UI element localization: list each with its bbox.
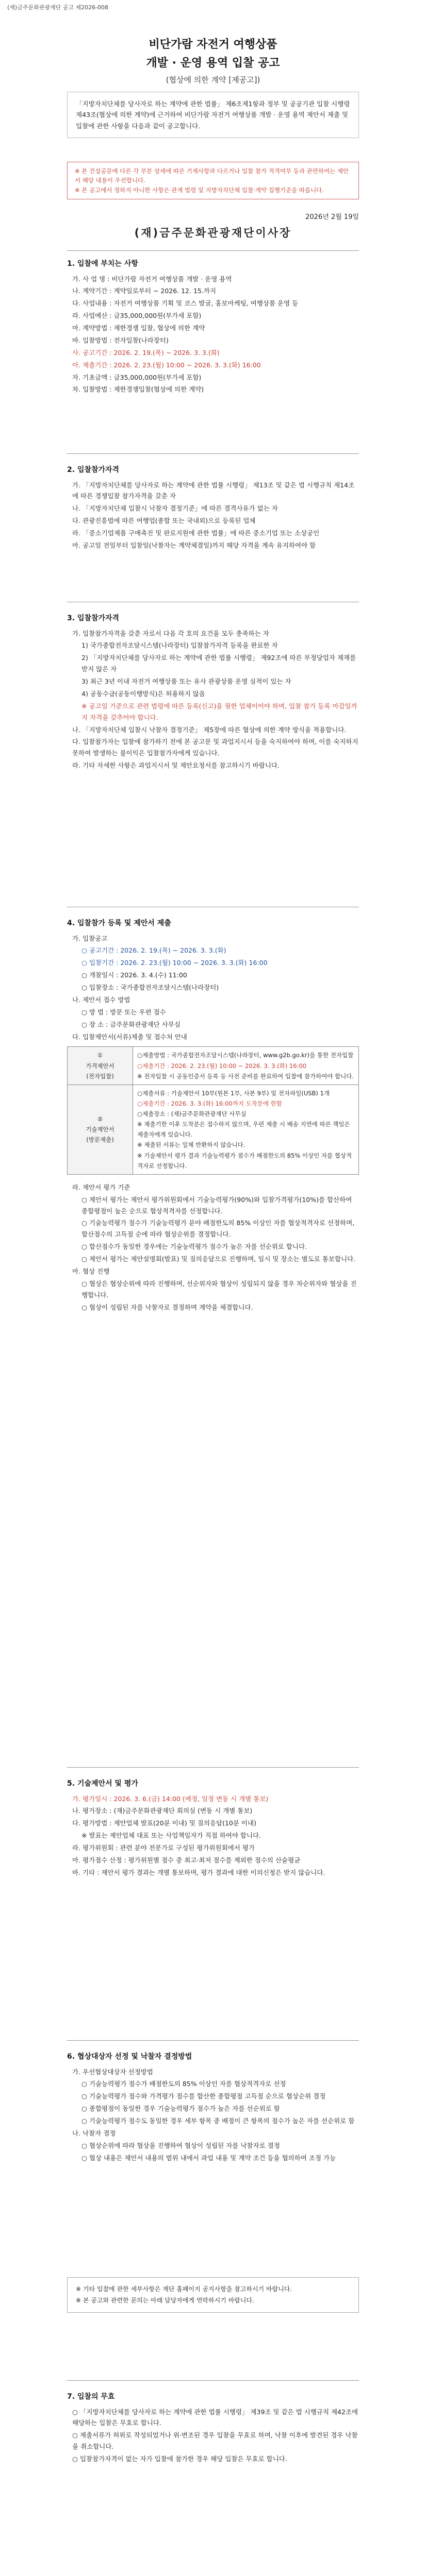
section-title: 6. 협상대상자 선정 및 낙찰자 결정방법 bbox=[67, 2053, 192, 2061]
table-row bbox=[68, 1084, 359, 1174]
list-item: ○ 종합평점이 동일한 경우 기술능력평가 점수가 높은 자를 선순위로 함 bbox=[81, 2105, 280, 2113]
list-item: 마. 평가점수 산정 : 평가위원별 점수 중 최고·최저 점수를 제외한 점수의 산술평균 bbox=[72, 1856, 301, 1864]
submission-table bbox=[67, 1046, 359, 1174]
list-item: 라. 제안서 평가 기준 bbox=[72, 1183, 130, 1191]
title-line-1: 비단가람 자전거 여행상품 bbox=[149, 38, 277, 51]
schedule-item: ○ 개찰일시 : 2026. 3. 4.(수) 11:00 bbox=[81, 971, 187, 979]
list-item: 가. 평가일시 : 2026. 3. 6.(금) 14:00 (예정, 일정 변동 시 개별 통보) bbox=[72, 1794, 269, 1803]
list-item: 가. 입찰공고 bbox=[72, 934, 108, 942]
list-item: 마. 협상 진행 bbox=[72, 1267, 110, 1275]
table-head-cell: ② 기술제안서 (방문제출) bbox=[68, 1084, 133, 1174]
section-title: 7. 입찰의 무효 bbox=[67, 2393, 115, 2401]
list-item: 차. 입찰방법 : 제한경쟁입찰(협상에 의한 계약) bbox=[72, 385, 204, 394]
notice-id: (재)금주문화관광재단 공고 제2026-008 bbox=[7, 4, 109, 11]
title-block bbox=[0, 36, 426, 86]
list-item: 아. 제출기간 : 2026. 2. 23.(월) 10:00 ~ 2026. 3. 3.(화) 16:00 bbox=[72, 361, 261, 369]
list-item: 라. 평가위원회 : 관련 분야 전문가로 구성된 평가위원회에서 평가 bbox=[72, 1844, 255, 1852]
section-4 bbox=[67, 917, 359, 1314]
info-box bbox=[67, 2277, 359, 2313]
list-item: ○ 기술능력평가 점수도 동일한 경우 세부 항목 중 배점이 큰 항목의 점수가 높은 자를 선순위로 함 bbox=[81, 2117, 355, 2125]
list-item: ※ 발표는 제안업체 대표 또는 사업책임자가 직접 하여야 합니다. bbox=[81, 1832, 261, 1840]
after-table bbox=[67, 1182, 359, 1313]
section-title: 4. 입찰참가 등록 및 제안서 제출 bbox=[67, 919, 171, 927]
list-item: 1) 국가종합전자조달시스템(나라장터) 입찰참가자격 등록을 완료한 자 bbox=[81, 641, 278, 650]
list-item: 다. 사업내용 : 자전거 여행상품 기획 및 코스 발굴, 홍보마케팅, 여행상품 운영 등 bbox=[72, 299, 299, 308]
list-item: ○ 협상 내용은 제안서 내용의 범위 내에서 과업 내용 및 계약 조건 등을 협의하여 조정 가능 bbox=[81, 2154, 336, 2162]
cell-line: ○제출기간 : 2026. 2. 23.(월) 10:00 ~ 2026. 3. 3.(화) 16:00 bbox=[137, 1062, 307, 1070]
title-line-2: 개발 · 운영 용역 입찰 공고 bbox=[146, 57, 280, 70]
section-3 bbox=[67, 612, 359, 772]
table-cell bbox=[133, 1047, 359, 1084]
list-item: 사. 공고기간 : 2026. 2. 19.(목) ~ 2026. 3. 3.(화) bbox=[72, 348, 220, 357]
cell-line: ○제출방법 : 국가종합전자조달시스템(나라장터, www.g2b.go.kr)을 통한 전자입찰 bbox=[137, 1052, 354, 1059]
list-item: ○ 기술능력평가 점수가 기술능력평가 분야 배점한도의 85% 이상인 자를 협상적격자로 선정하며, 합산점수의 고득점 순에 따라 협상순위를 결정합니다. bbox=[81, 1219, 355, 1239]
list-item: 가. 우선협상대상자 선정방법 bbox=[72, 2067, 153, 2076]
list-item: 바. 입찰방법 : 전자입찰(나라장터) bbox=[72, 336, 169, 344]
table-head-cell: ① 가격제안서 (전자입찰) bbox=[68, 1047, 133, 1084]
list-item: 마. 공고일 전일부터 입찰일(낙찰자는 계약체결일)까지 해당 자격을 계속 유지하여야 함 bbox=[72, 541, 316, 549]
list-item: 다. 입찰제안서(서류)제출 및 접수처 안내 bbox=[72, 1032, 187, 1041]
section-title: 2. 입찰참가자격 bbox=[67, 466, 120, 474]
list-item: 가. 「지방자치단체를 당사자로 하는 계약에 관한 법률 시행령」 제13조 및 같은 법 시행규칙 제14조에 따른 경쟁입찰 참가자격을 갖춘 자 bbox=[72, 481, 355, 500]
alert-line-2: ※ 본 공고에서 정하지 아니한 사항은 관계 법령 및 지방자치단체 입찰·계약 집행기준을 따릅니다. bbox=[75, 186, 324, 194]
issuer-name: (재)금주문화관광재단이사장 bbox=[134, 227, 292, 239]
intro-box bbox=[67, 92, 359, 138]
list-item: 4) 공동수급(공동이행방식)은 허용하지 않음 bbox=[81, 689, 205, 698]
list-item: 라. 기타 자세한 사항은 과업지시서 및 제안요청서를 참고하시기 바랍니다. bbox=[72, 761, 280, 770]
list-item: ○ 제안서 평가는 제안서 평가위원회에서 기술능력평가(90%)와 입찰가격평가(10%)를 합산하여 종합평점이 높은 순으로 협상적격자를 선정합니다. bbox=[81, 1195, 352, 1215]
divider bbox=[67, 2040, 359, 2041]
divider bbox=[67, 453, 359, 454]
list-item: 나. 계약기간 : 계약일로부터 ~ 2026. 12. 15.까지 bbox=[72, 287, 216, 295]
list-item: 라. 「중소기업제품 구매촉진 및 판로지원에 관한 법률」에 따른 중소기업 또는 소상공인 bbox=[72, 529, 320, 537]
list-item: ○ 협상순위에 따라 협상을 진행하여 협상이 성립된 자를 낙찰자로 결정 bbox=[81, 2141, 280, 2149]
list-item: 라. 사업예산 : 금35,000,000원(부가세 포함) bbox=[72, 312, 202, 320]
section-1 bbox=[67, 258, 359, 396]
cell-line: ※ 기술제안서 평가 결과 기술능력평가 점수가 배점한도의 85% 이상인 자를 협상적격자로 선정합니다. bbox=[137, 1151, 352, 1170]
list-item: 마. 계약방법 : 제한경쟁 입찰, 협상에 의한 계약 bbox=[72, 324, 205, 332]
list-item: ○ 합산점수가 동일한 경우에는 기술능력평가 점수가 높은 자를 선순위로 합니다. bbox=[81, 1243, 307, 1251]
list-item: ○ 기술능력평가 점수가 배점한도의 85% 이상인 자를 협상적격자로 선정 bbox=[81, 2080, 286, 2088]
title-line-3: (협상에 의한 계약 [제공고]) bbox=[166, 75, 260, 85]
table-cell bbox=[133, 1084, 359, 1174]
cell-line: ※ 전자입찰 시 공동인증서 등록 등 사전 준비를 완료하여 입찰에 참가하여야 합니다. bbox=[137, 1072, 354, 1080]
list-item: 나. 「지방자치단체 입찰시 낙찰자 결정기준」 제5장에 따른 협상에 의한 계약 방식을 적용합니다. bbox=[72, 725, 347, 734]
divider bbox=[67, 2380, 359, 2381]
section-5 bbox=[67, 1777, 359, 1879]
list-item: 자. 기초금액 : 금35,000,000원(부가세 포함) bbox=[72, 373, 202, 381]
list-item: 다. 평가방법 : 제안업체 발표(20분 이내) 및 질의응답(10분 이내) bbox=[72, 1819, 256, 1827]
cell-line: ※ 제출된 서류는 일체 반환하지 않습니다. bbox=[137, 1141, 245, 1149]
list-item: 나. 낙찰자 결정 bbox=[72, 2129, 116, 2137]
list-item: ○ 「지방자치단체를 당사자로 하는 계약에 관한 법률 시행령」 제39조 및 같은 법 시행규칙 제42조에 해당하는 입찰은 무효로 합니다. bbox=[72, 2408, 358, 2427]
schedule-item: ○ 공고기간 : 2026. 2. 19.(목) ~ 2026. 3. 3.(화) bbox=[81, 946, 226, 955]
schedule-item: ○ 입찰장소 : 국가종합전자조달시스템(나라장터) bbox=[81, 984, 219, 991]
info-line: ※ 기타 입찰에 관한 세부사항은 재단 홈페이지 공지사항을 참고하시기 바랍니다. bbox=[76, 2285, 292, 2293]
list-item: 가. 사 업 명 : 비단가람 자전거 여행상품 개발 · 운영 용역 bbox=[72, 275, 232, 283]
section-6 bbox=[67, 2050, 359, 2165]
list-item: 나. 제안서 접수 방법 bbox=[72, 995, 130, 1004]
cell-line: ○제출장소 : (재)금주문화관광재단 사무실 bbox=[137, 1110, 247, 1117]
list-item: ○ 제출서류가 허위로 작성되었거나 위·변조된 경우 입찰을 무효로 하며, 낙찰 이후에 발견된 경우 낙찰을 취소합니다. bbox=[72, 2431, 358, 2451]
list-item: 나. 평가장소 : (재)금주문화관광재단 회의실 (변동 시 개별 통보) bbox=[72, 1807, 253, 1815]
alert-box bbox=[67, 162, 359, 199]
list-item: 바. 기타 : 제안서 평가 결과는 개별 통보하며, 평가 결과에 대한 이의신청은 받지 않습니다. bbox=[72, 1868, 325, 1876]
list-item: ○ 제안서 평가는 제안설명회(발표) 및 질의응답으로 진행하며, 일시 및 장소는 별도로 통보합니다. bbox=[81, 1255, 356, 1263]
list-item: ○ 방 법 : 방문 또는 우편 접수 bbox=[81, 1008, 166, 1016]
list-item: ○ 기술능력평가 점수와 가격평가 점수를 합산한 종합평점 고득점 순으로 협상순위 결정 bbox=[81, 2092, 326, 2100]
cell-line: ○제출기간 : 2026. 3. 3.(화) 16:00까지 도착분에 한함 bbox=[137, 1099, 282, 1107]
section-title: 1. 입찰에 부치는 사항 bbox=[67, 260, 138, 268]
section-title: 3. 입찰참가자격 bbox=[67, 614, 120, 622]
list-item: 다. 입찰참가자는 입찰에 참가하기 전에 본 공고문 및 과업지시서 등을 숙지하여야 하며, 이를 숙지하지 못하여 발생하는 불이익은 입찰참가자에게 있습니다. bbox=[72, 738, 358, 757]
notice-date: 2026년 2월 19일 bbox=[305, 213, 359, 221]
intro-text: 「지방자치단체를 당사자로 하는 계약에 관한 법률」 제6조제1항과 정부 및 공공기관 입찰 시행령 제43조(협상에 의한 계약)에 근거하여 비단가람 자전거 여행상품 개발 · 운영 용역 제안서 제출 및 입찰에 관한 사항을 다음과 같이 공고합니다. bbox=[76, 100, 350, 130]
alert-line-1: ※ 본 건설공문에 다른 각 부분 상세에 따른 기재사항과 다르거나 입찰 참가 적격여부 등과 관련하여는 제안서 해당 내용이 우선합니다. bbox=[75, 167, 349, 184]
list-item: ○ 장 소 : 금주문화관광재단 사무실 bbox=[81, 1020, 181, 1028]
list-item: 3) 최근 3년 이내 자전거 여행상품 또는 유사 관광상품 운영 실적이 있는 자 bbox=[81, 677, 291, 685]
list-item: 다. 관광진흥법에 따른 여행업(종합 또는 국내외)으로 등록된 업체 bbox=[72, 517, 256, 525]
list-item: 나. 「지방자치단체 입찰시 낙찰자 결정기준」에 따른 결격사유가 없는 자 bbox=[72, 504, 278, 513]
table-row bbox=[68, 1047, 359, 1084]
section-title: 5. 기술제안서 및 평가 bbox=[67, 1780, 138, 1788]
cell-line: ※ 제출기한 이후 도착분은 접수하지 않으며, 우편 제출 시 배송 지연에 따른 책임은 제출자에게 있습니다. bbox=[137, 1121, 350, 1139]
schedule-item: ○ 입찰기간 : 2026. 2. 23.(월) 10:00 ~ 2026. 3. 3.(화) 16:00 bbox=[81, 959, 268, 967]
divider bbox=[67, 250, 359, 251]
list-item: ○ 협상은 협상순위에 따라 진행하며, 선순위자와 협상이 성립되지 않을 경우 차순위자와 협상을 진행합니다. bbox=[81, 1279, 357, 1299]
info-line: ※ 본 공고와 관련한 문의는 아래 담당자에게 연락하시기 바랍니다. bbox=[76, 2296, 254, 2304]
cell-line: ○제출서류 : 기술제안서 10부(원본 1부, 사본 9부) 및 전자파일(USB) 1개 bbox=[137, 1089, 330, 1097]
divider bbox=[67, 1767, 359, 1768]
list-item: ○ 입찰참가자격이 없는 자가 입찰에 참가한 경우 해당 입찰은 무효로 합니다. bbox=[72, 2455, 287, 2463]
red-note: ※ 공고일 기준으로 관련 법령에 따른 등록(신고)을 필한 업체이어야 하며, 입찰 참가 등록 마감일까지 자격을 갖추어야 합니다. bbox=[81, 702, 357, 721]
list-item: 2) 「지방자치단체를 당사자로 하는 계약에 관한 법률 시행령」 제92조에 따른 부정당업자 제재를 받지 않은 자 bbox=[81, 654, 356, 673]
list-item: 가. 입찰참가자격을 갖춘 자로서 다음 각 호의 요건을 모두 충족하는 자 bbox=[72, 629, 269, 637]
list-item: ○ 협상이 성립된 자를 낙찰자로 결정하며 계약을 체결합니다. bbox=[81, 1303, 253, 1311]
section-7 bbox=[67, 2391, 359, 2466]
section-2 bbox=[67, 464, 359, 552]
